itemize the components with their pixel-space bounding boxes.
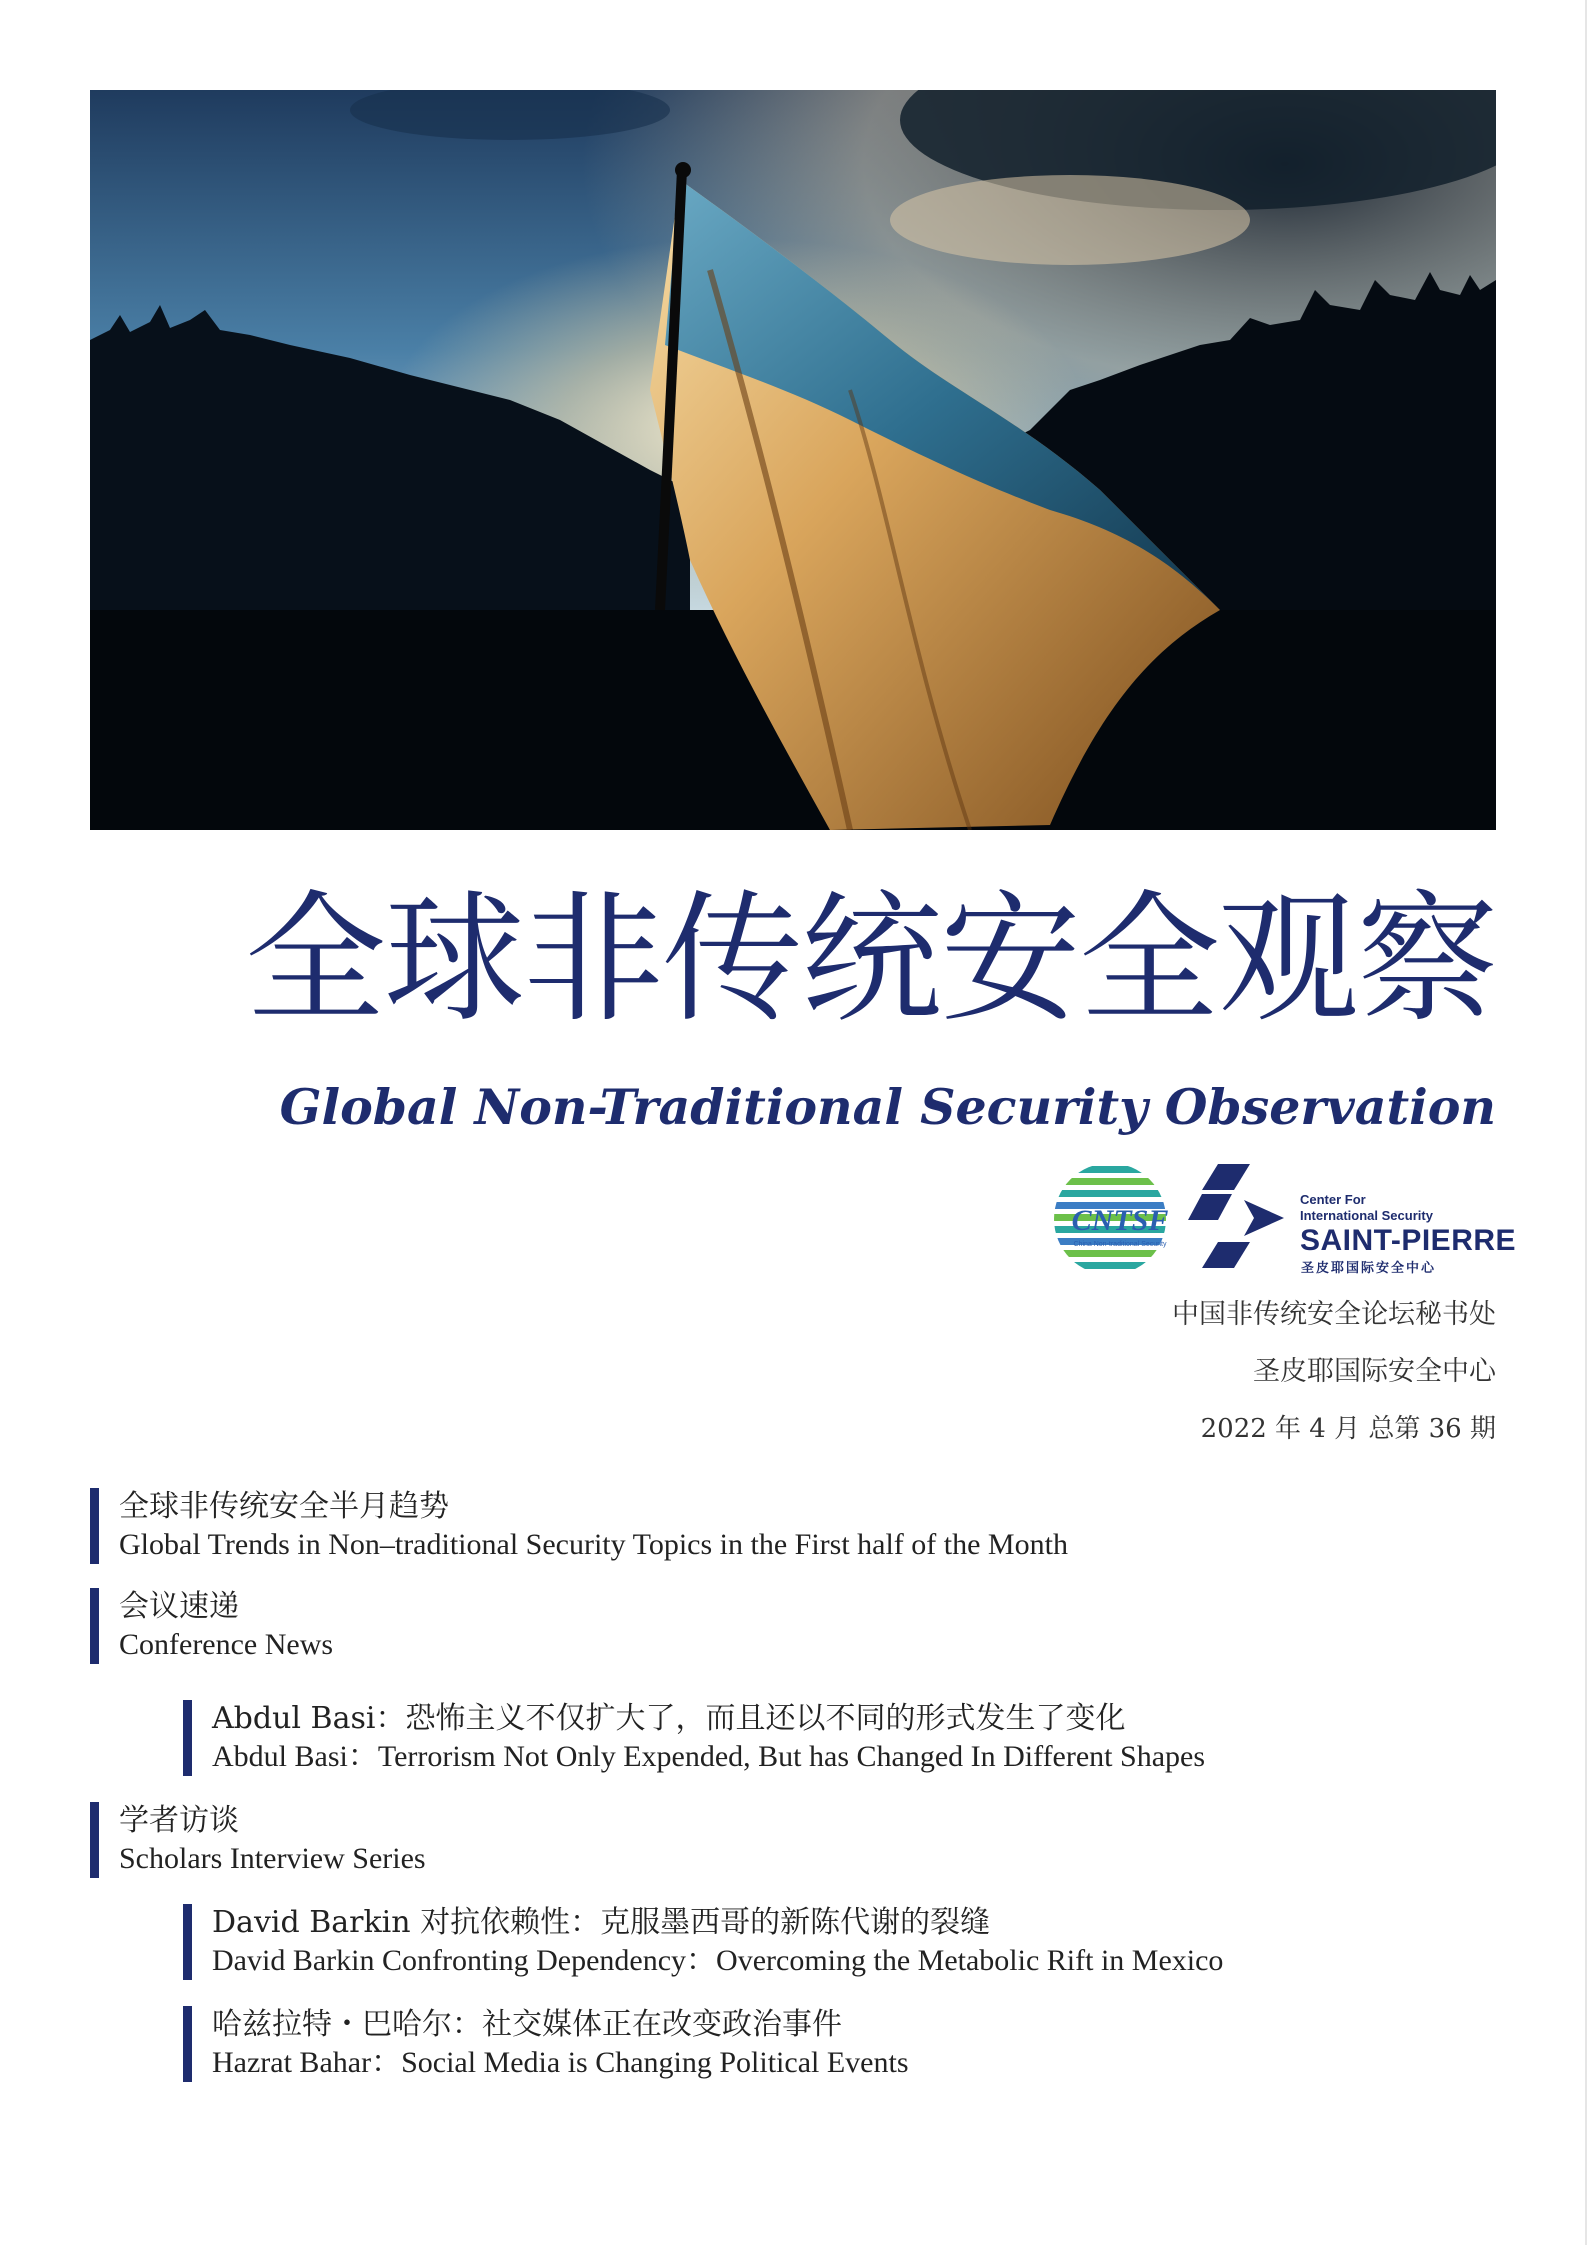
ukraine-flag-photo	[90, 90, 1496, 830]
cntsf-label: CNTSF	[1071, 1204, 1169, 1237]
toc-article-abdul-basi[interactable]	[183, 1700, 1205, 1776]
toc-section-conference-news[interactable]	[90, 1588, 333, 1664]
toc-article-title-en: David Barkin Confronting Dependency：Overcoming the Metabolic Rift in Mexico	[212, 1944, 1224, 1977]
publisher-line-2: 圣皮耶国际安全中心	[1253, 1356, 1496, 1387]
toc-article-title-en: Abdul Basi：Terrorism Not Only Expended, But has Changed In Different Shapes	[212, 1740, 1206, 1773]
saint-pierre-mark-icon	[1188, 1160, 1288, 1272]
toc-article-title-cn: 哈兹拉特・巴哈尔：社交媒体正在改变政治事件	[212, 2007, 842, 2042]
publisher-line-1: 中国非传统安全论坛秘书处	[1172, 1299, 1496, 1330]
title-chinese: 全球非传统安全观察	[244, 878, 1496, 1042]
page-edge-rule	[1585, 0, 1587, 2245]
toc-section-title-cn: 会议速递	[119, 1589, 239, 1624]
toc-section-title-en: Conference News	[119, 1628, 334, 1661]
toc-article-title-cn: Abdul Basi：恐怖主义不仅扩大了，而且还以不同的形式发生了变化	[212, 1701, 1126, 1736]
toc-section-scholars-interview[interactable]	[90, 1802, 426, 1878]
toc-article-hazrat-bahar[interactable]	[183, 2006, 909, 2082]
toc-section-title-cn: 学者访谈	[119, 1803, 239, 1838]
cover-photo	[90, 90, 1496, 830]
saint-pierre-subtitle-line2: International Security	[1300, 1208, 1433, 1223]
issue-date: 2022 年 4 月 总第 36 期	[1200, 1414, 1496, 1444]
saint-pierre-name: SAINT-PIERRE	[1300, 1224, 1517, 1257]
toc-article-title-cn: David Barkin 对抗依赖性：克服墨西哥的新陈代谢的裂缝	[212, 1905, 991, 1940]
cntsf-logo	[1050, 1160, 1190, 1278]
saint-pierre-chinese: 圣皮耶国际安全中心	[1301, 1261, 1437, 1276]
toc-article-title-en: Hazrat Bahar：Social Media is Changing Political Events	[212, 2046, 909, 2079]
cntsf-tagline: China Non-traditional Security	[1073, 1241, 1167, 1248]
toc-section-global-trends[interactable]	[90, 1488, 1068, 1564]
toc-article-david-barkin[interactable]	[183, 1904, 1223, 1980]
toc-section-title-en: Scholars Interview Series	[119, 1842, 426, 1875]
toc-section-title-en: Global Trends in Non–traditional Security Topics in the First half of the Month	[119, 1528, 1068, 1561]
toc-section-title-cn: 全球非传统安全半月趋势	[119, 1489, 449, 1524]
saint-pierre-subtitle	[1300, 1192, 1433, 1224]
saint-pierre-subtitle-line1: Center For	[1300, 1192, 1366, 1207]
title-english: Global Non-Traditional Security Observation	[279, 1078, 1496, 1136]
